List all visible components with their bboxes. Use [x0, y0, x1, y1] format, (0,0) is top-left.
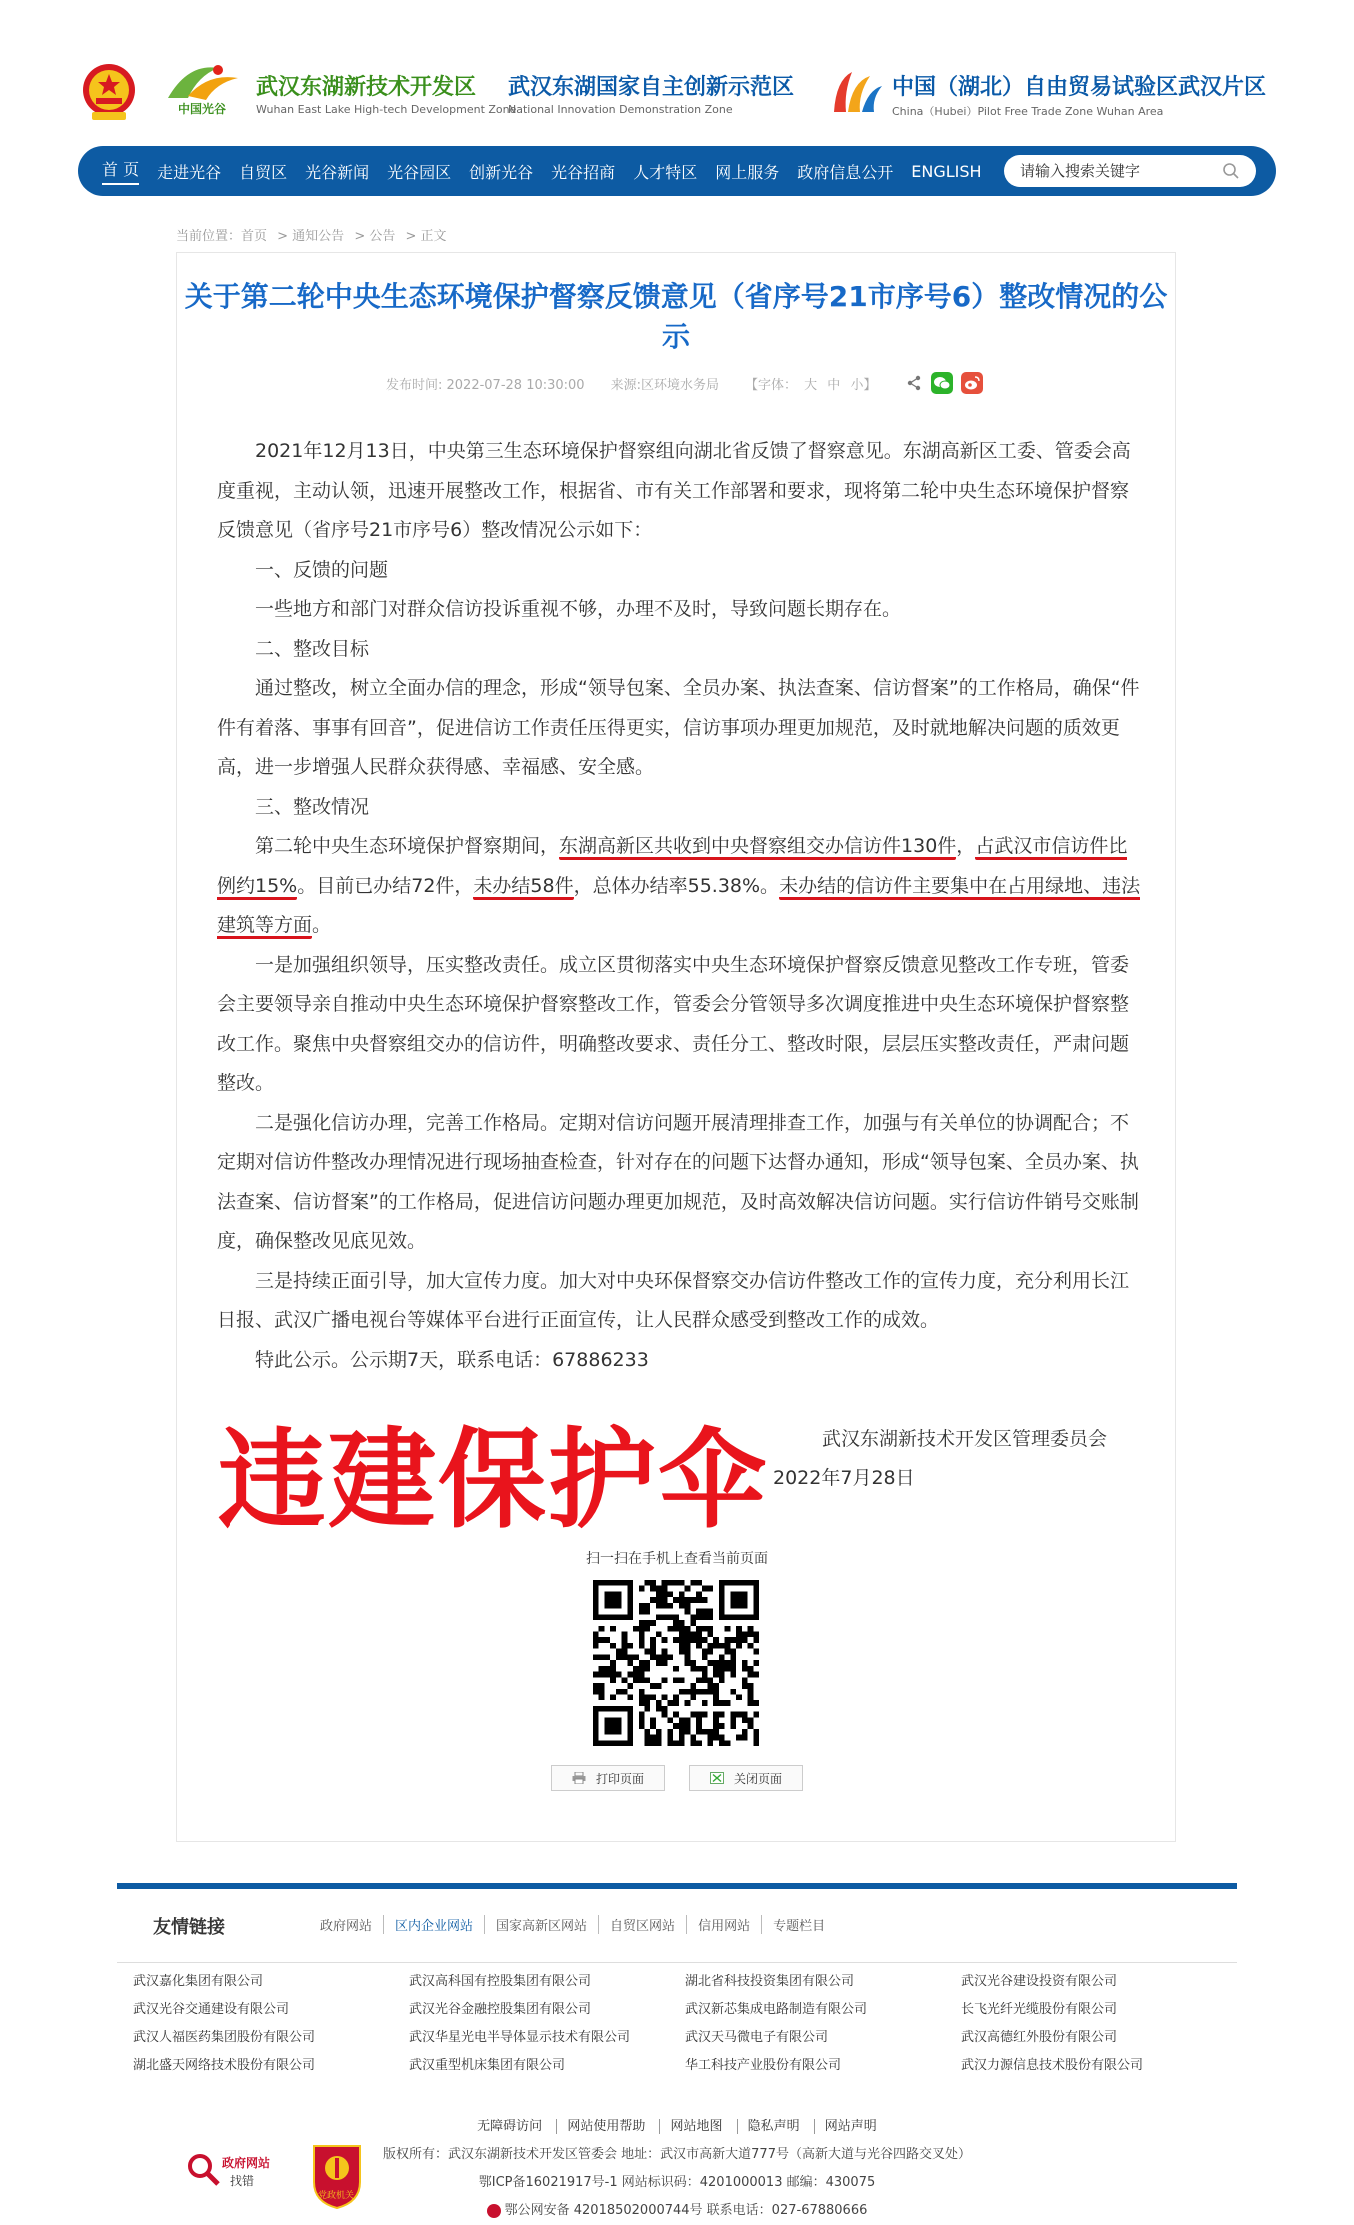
font-size-label: 【字体： [744, 377, 797, 393]
company-link[interactable]: 武汉重型机床集团有限公司 [409, 2058, 566, 2073]
brand-1-title: 武汉东湖新技术开发区 [256, 75, 477, 100]
tab-special-topics[interactable]: 专题栏目 [761, 1915, 836, 1934]
print-page-button[interactable] [551, 1765, 665, 1791]
tab-credit-sites[interactable]: 信用网站 [686, 1915, 761, 1934]
footer-links [0, 2115, 1354, 2134]
tab-national-hightech-sites[interactable]: 国家高新区网站 [484, 1915, 598, 1934]
gov-badge-text-1: 政府网站 [222, 2156, 271, 2170]
company-link[interactable]: 武汉光谷交通建设有限公司 [133, 2002, 290, 2017]
close-page-label: 关闭页面 [733, 1771, 782, 1786]
wechat-share-icon[interactable] [931, 372, 953, 394]
nav-ftz[interactable]: 自贸区 [239, 162, 288, 182]
ftz-logo-icon [826, 68, 886, 116]
qr-code-icon [593, 1580, 759, 1746]
close-page-button[interactable] [689, 1765, 803, 1791]
brand-3[interactable] [892, 70, 1266, 119]
national-emblem-icon [80, 60, 138, 124]
breadcrumb-notice[interactable]: > 通知公告 [277, 229, 345, 244]
nav-news[interactable]: 光谷新闻 [305, 162, 370, 182]
qr-label: 扫一扫在手机上查看当前页面 [586, 1551, 768, 1567]
font-small-option[interactable]: 小】 [850, 377, 877, 393]
party-badge-text: 党政机关 [318, 2191, 355, 2201]
footer-link-sitemap[interactable]: 网站地图 [659, 2119, 732, 2134]
company-link[interactable]: 武汉光谷建设投资有限公司 [961, 1974, 1118, 1989]
status-text-2: ， [956, 835, 976, 857]
company-link[interactable]: 武汉高科国有控股集团有限公司 [409, 1974, 592, 1989]
company-link[interactable]: 长飞光纤光缆股份有限公司 [961, 2002, 1118, 2017]
company-link[interactable]: 湖北省科技投资集团有限公司 [685, 1974, 855, 1989]
magnifier-icon [186, 2152, 222, 2188]
company-link[interactable]: 武汉华星光电半导体显示技术有限公司 [409, 2030, 631, 2045]
search-box [1004, 155, 1256, 187]
brand-2-title: 武汉东湖国家自主创新示范区 [508, 75, 795, 100]
brand-1-sub: Wuhan East Lake High-tech Development Zone [256, 103, 517, 116]
share-icon[interactable] [905, 374, 923, 392]
signature-organization: 武汉东湖新技术开发区管理委员会 [822, 1428, 1108, 1450]
paragraph-measure-3: 三是持续正面引导，加大宣传力度。加大对中央环保督察交办信访件整改工作的宣传力度，充分利用长江日报、武汉广播电视台等媒体平台进行正面宣传，让人民群众感受到整改工作的成效。 [217, 1269, 1130, 1331]
paragraph-goal: 通过整改，树立全面办信的理念，形成“领导包案、全员办案、执法查案、信访督案”的工作格局，确保“件件有着落、事事有回音”，促进信访工作责任压得更实，信访事项办理更加规范，及时就地解决问题的质效更高，进一步增强人民群众获得感、幸福感、安全感。 [217, 677, 1140, 778]
company-link[interactable]: 武汉新芯集成电路制造有限公司 [685, 2002, 868, 2017]
nav-investment[interactable]: 光谷招商 [551, 162, 616, 182]
highlight-ratio-15: 占武汉市信访件比例约15% [217, 835, 1127, 900]
links-title: 友情链接 [153, 1917, 225, 1938]
highlight-unfinished-58: 未办结58件 [473, 875, 573, 900]
status-text-3: 。目前已办结72件， [297, 874, 474, 897]
company-link[interactable]: 武汉嘉化集团有限公司 [133, 1974, 264, 1989]
brand-2-sub: National Innovation Demonstration Zone [508, 103, 733, 116]
company-link[interactable]: 武汉光谷金融控股集团有限公司 [409, 2002, 592, 2017]
paragraph-closing: 特此公示。公示期7天，联系电话：67886233 [255, 1348, 649, 1371]
links-tabs [320, 1915, 836, 1934]
company-link[interactable]: 武汉天马微电子有限公司 [685, 2030, 829, 2045]
brand-3-title: 中国（湖北）自由贸易试验区武汉片区 [892, 75, 1267, 100]
breadcrumb-announcement[interactable]: > 公告 [354, 229, 396, 244]
article-title: 关于第二轮中央生态环境保护督察反馈意见（省序号21市序号6）整改情况的公示 [184, 280, 1168, 353]
brand-2[interactable] [508, 70, 794, 116]
nav-about[interactable]: 走进光谷 [157, 162, 222, 182]
party-gov-badge[interactable] [310, 2142, 364, 2210]
tab-enterprise-sites[interactable]: 区内企业网站 [383, 1915, 484, 1934]
printer-icon [572, 1772, 586, 1784]
company-link[interactable]: 华工科技产业股份有限公司 [685, 2058, 842, 2073]
close-icon [710, 1772, 724, 1784]
footer-police-text: 鄂公网安备 42018502000744号 联系电话：027-67880666 [504, 2203, 868, 2218]
breadcrumb [176, 225, 453, 244]
nav-parks[interactable]: 光谷园区 [387, 162, 452, 182]
optics-logo-text: 中国光谷 [178, 102, 227, 116]
nav-english[interactable]: ENGLISH [911, 161, 982, 181]
paragraph-measure-2: 二是强化信访办理，完善工作格局。定期对信访问题开展清理排查工作，加强与有关单位的协调配合；不定期对信访件整改办理情况进行现场抽查检查，针对存在的问题下达督办通知，形成“领导包案、全员办案、执法查案、信访督案”的工作格局，促进信访问题办理更加规范，及时高效解决信访问题。实行信访件销号交账制度，确保整改见底见效。 [217, 1111, 1139, 1252]
tab-gov-sites[interactable]: 政府网站 [320, 1919, 373, 1934]
font-size-control [745, 374, 879, 393]
police-badge-icon [487, 2204, 501, 2218]
publish-time: 发布时间: 2022-07-28 10:30:00 [386, 377, 585, 393]
brand-1[interactable] [256, 70, 516, 116]
optics-valley-logo-icon [158, 58, 250, 120]
company-link[interactable]: 湖北盛天网络技术股份有限公司 [133, 2058, 316, 2073]
nav-home[interactable]: 首 页 [102, 157, 139, 185]
paragraph-status [217, 827, 1141, 946]
heading-goal: 二、整改目标 [255, 637, 370, 660]
status-text-5: 。 [312, 914, 332, 936]
tab-ftz-sites[interactable]: 自贸区网站 [598, 1915, 686, 1934]
footer-icp: 鄂ICP备16021917号-1 网站标识码：4201000013 邮编：430075 [478, 2175, 876, 2190]
nav-gov-info[interactable]: 政府信息公开 [797, 162, 894, 182]
signature-date: 2022年7月28日 [773, 1467, 915, 1489]
nav-talent[interactable]: 人才特区 [633, 162, 698, 182]
font-mid-option[interactable]: 中 [827, 377, 841, 393]
breadcrumb-current: > 正文 [405, 229, 447, 244]
brand-3-sub: China（Hubei）Pilot Free Trade Zone Wuhan Area [892, 105, 1164, 118]
article-source: 来源:区环境水务局 [610, 377, 719, 393]
nav-innovation[interactable]: 创新光谷 [469, 162, 534, 182]
status-text-1: 第二轮中央生态环境保护督察期间， [255, 835, 560, 857]
company-link[interactable]: 武汉人福医药集团股份有限公司 [133, 2030, 316, 2045]
footer-link-accessibility[interactable]: 无障碍访问 [477, 2119, 543, 2134]
breadcrumb-home[interactable]: 当前位置：首页 [176, 229, 268, 244]
footer-police [0, 2199, 1354, 2218]
search-icon[interactable] [1222, 162, 1240, 180]
weibo-share-icon[interactable] [961, 372, 983, 394]
highlight-unfinished-category: 未办结的信访件主要集中在占用绿地、违法建筑等方面 [217, 875, 1140, 940]
print-page-label: 打印页面 [595, 1771, 644, 1786]
paragraph-feedback: 一些地方和部门对群众信访投诉重视不够，办理不及时，导致问题长期存在。 [255, 598, 902, 620]
footer-link-privacy[interactable]: 隐私声明 [737, 2119, 810, 2134]
search-input[interactable] [1020, 162, 1222, 180]
heading-feedback: 一、反馈的问题 [255, 558, 389, 581]
gov-site-error-badge[interactable] [186, 2150, 278, 2190]
highlight-received-130: 东湖高新区共收到中央督察组交办信访件130件 [559, 835, 956, 860]
company-link[interactable]: 武汉力源信息技术股份有限公司 [961, 2058, 1144, 2073]
footer-link-help[interactable]: 网站使用帮助 [556, 2119, 655, 2134]
status-text-4: ，总体办结率55.38%。 [573, 874, 780, 897]
font-large-option[interactable]: 大 [804, 377, 818, 393]
main-nav [102, 146, 1000, 196]
nav-online-service[interactable]: 网上服务 [715, 162, 780, 182]
company-link[interactable]: 武汉高德红外股份有限公司 [961, 2030, 1118, 2045]
footer-link-statement[interactable]: 网站声明 [814, 2119, 887, 2134]
article-body [217, 432, 1141, 1380]
red-overlay-stamp: 违建保护伞 [218, 1418, 769, 1543]
article-meta [386, 372, 983, 394]
paragraph-intro: 2021年12月13日，中央第三生态环境保护督察组向湖北省反馈了督察意见。东湖高新区工委、管委会高度重视，主动认领，迅速开展整改工作，根据省、市有关工作部署和要求，现将第二轮中央生态环境保护督察反馈意见（省序号21市序号6）整改情况公示如下： [217, 440, 1131, 541]
heading-status: 三、整改情况 [255, 795, 370, 818]
paragraph-measure-1: 一是加强组织领导，压实整改责任。成立区贯彻落实中央生态环境保护督察反馈意见整改工作专班，管委会主要领导亲自推动中央生态环境保护督察整改工作，管委会分管领导多次调度推进中央生态环境保护督察整改工作。聚焦中央督察组交办的信访件，明确整改要求、责任分工、整改时限，层层压实整改责任，严肃问题整改。 [217, 953, 1130, 1094]
footer-copyright: 版权所有：武汉东湖新技术开发区管委会 地址：武汉市高新大道777号（高新大道与光谷四路交叉处） [383, 2147, 971, 2162]
gov-badge-text-2: 找错 [230, 2174, 255, 2188]
